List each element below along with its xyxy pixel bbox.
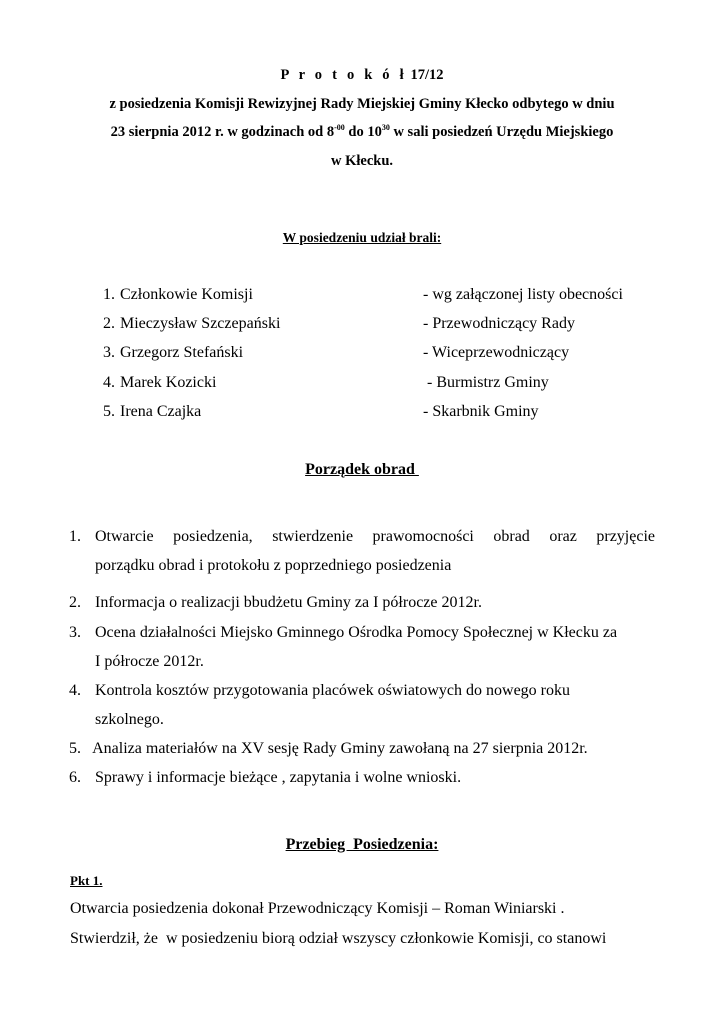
attendance-name: Grzegorz Stefański <box>120 344 244 361</box>
attendance-role: - Wiceprzewodniczący <box>423 344 570 361</box>
agenda-item-line: I półrocze 2012r. <box>95 653 204 670</box>
attendance-name: Członkowie Komisji <box>120 286 253 303</box>
attendance-num: 3. <box>103 344 115 361</box>
agenda-item-line: Ocena działalności Miejsko Gminnego Ośrodka Pomocy Społecznej w Kłecku za <box>95 624 618 641</box>
agenda-num: 2. <box>69 594 81 611</box>
start-time-minutes: -00 <box>334 123 345 132</box>
agenda-num: 1. <box>69 528 81 545</box>
agenda-item-line: Sprawy i informacje bieżące , zapytania i wolne wnioski. <box>95 769 462 786</box>
attendance-num: 4. <box>103 374 115 391</box>
attendance-role: - Skarbnik Gminy <box>423 403 539 420</box>
attendance-name: Marek Kozicki <box>120 374 217 391</box>
proceedings-heading <box>0 836 724 854</box>
agenda-item-line: Informacja o realizacji bbudżetu Gminy za I półrocze 2012r. <box>95 594 482 611</box>
attendance-role: - Burmistrz Gminy <box>423 374 549 391</box>
title-number: 17/12 <box>410 67 444 83</box>
agenda-heading <box>0 461 724 479</box>
proceedings-line: Stwierdził, że w posiedzeniu biorą odział wszyscy członkowie Komisji, co stanowi <box>70 930 607 947</box>
attendance-num: 2. <box>103 315 115 332</box>
agenda-item-line: Analiza materiałów na XV sesję Rady Gminy zawołaną na 27 sierpnia 2012r. <box>89 740 588 757</box>
agenda-num: 3. <box>69 624 81 641</box>
attendance-role: - wg załączonej listy obecności <box>423 286 623 303</box>
agenda-num: 6. <box>69 769 81 786</box>
proceedings-line: Otwarcia posiedzenia dokonał Przewodniczący Komisji – Roman Winiarski . <box>70 900 565 917</box>
attendance-name: Irena Czajka <box>120 403 202 420</box>
agenda-item-line: szkolnego. <box>95 711 164 728</box>
agenda-item-line: porządku obrad i protokołu z poprzedniego posiedzenia <box>95 557 452 574</box>
header-line-2-c: w sali posiedzeń Urzędu Miejskiego <box>389 124 614 140</box>
header-line-2-a: 23 sierpnia 2012 r. w godzinach od 8 <box>110 124 335 140</box>
protocol-title <box>0 67 724 84</box>
agenda-item-line: Kontrola kosztów przygotowania placówek oświatowych do nowego roku <box>95 682 570 699</box>
agenda-item-line: Otwarcie posiedzenia, stwierdzenie prawomocności obrad oraz przyjęcie <box>95 528 655 545</box>
title-prefix: P r o t o k ó ł <box>280 67 407 83</box>
proceedings-heading-text: Przebieg Posiedzenia: <box>285 836 439 853</box>
attendance-heading-text: W posiedzeniu udział brali: <box>282 230 442 245</box>
attendance-role: - Przewodniczący Rady <box>423 315 575 332</box>
header-line-3: w Kłecku. <box>330 153 394 169</box>
pkt-label-text: Pkt 1. <box>70 873 103 888</box>
header-line-2 <box>0 124 724 141</box>
agenda-heading-text: Porządek obrad <box>305 461 419 478</box>
attendance-heading <box>0 230 724 246</box>
pkt-label <box>70 873 103 889</box>
attendance-num: 5. <box>103 403 115 420</box>
attendance-name: Mieczysław Szczepański <box>120 315 281 332</box>
header-line-2-b: do 10 <box>344 124 382 140</box>
header-line-1: z posiedzenia Komisji Rewizyjnej Rady Miejskiej Gminy Kłecko odbytego w dniu <box>109 96 615 112</box>
agenda-num: 4. <box>69 682 81 699</box>
agenda-num: 5. <box>69 740 81 757</box>
end-time-minutes: 30 <box>381 123 390 132</box>
attendance-num: 1. <box>103 286 115 303</box>
